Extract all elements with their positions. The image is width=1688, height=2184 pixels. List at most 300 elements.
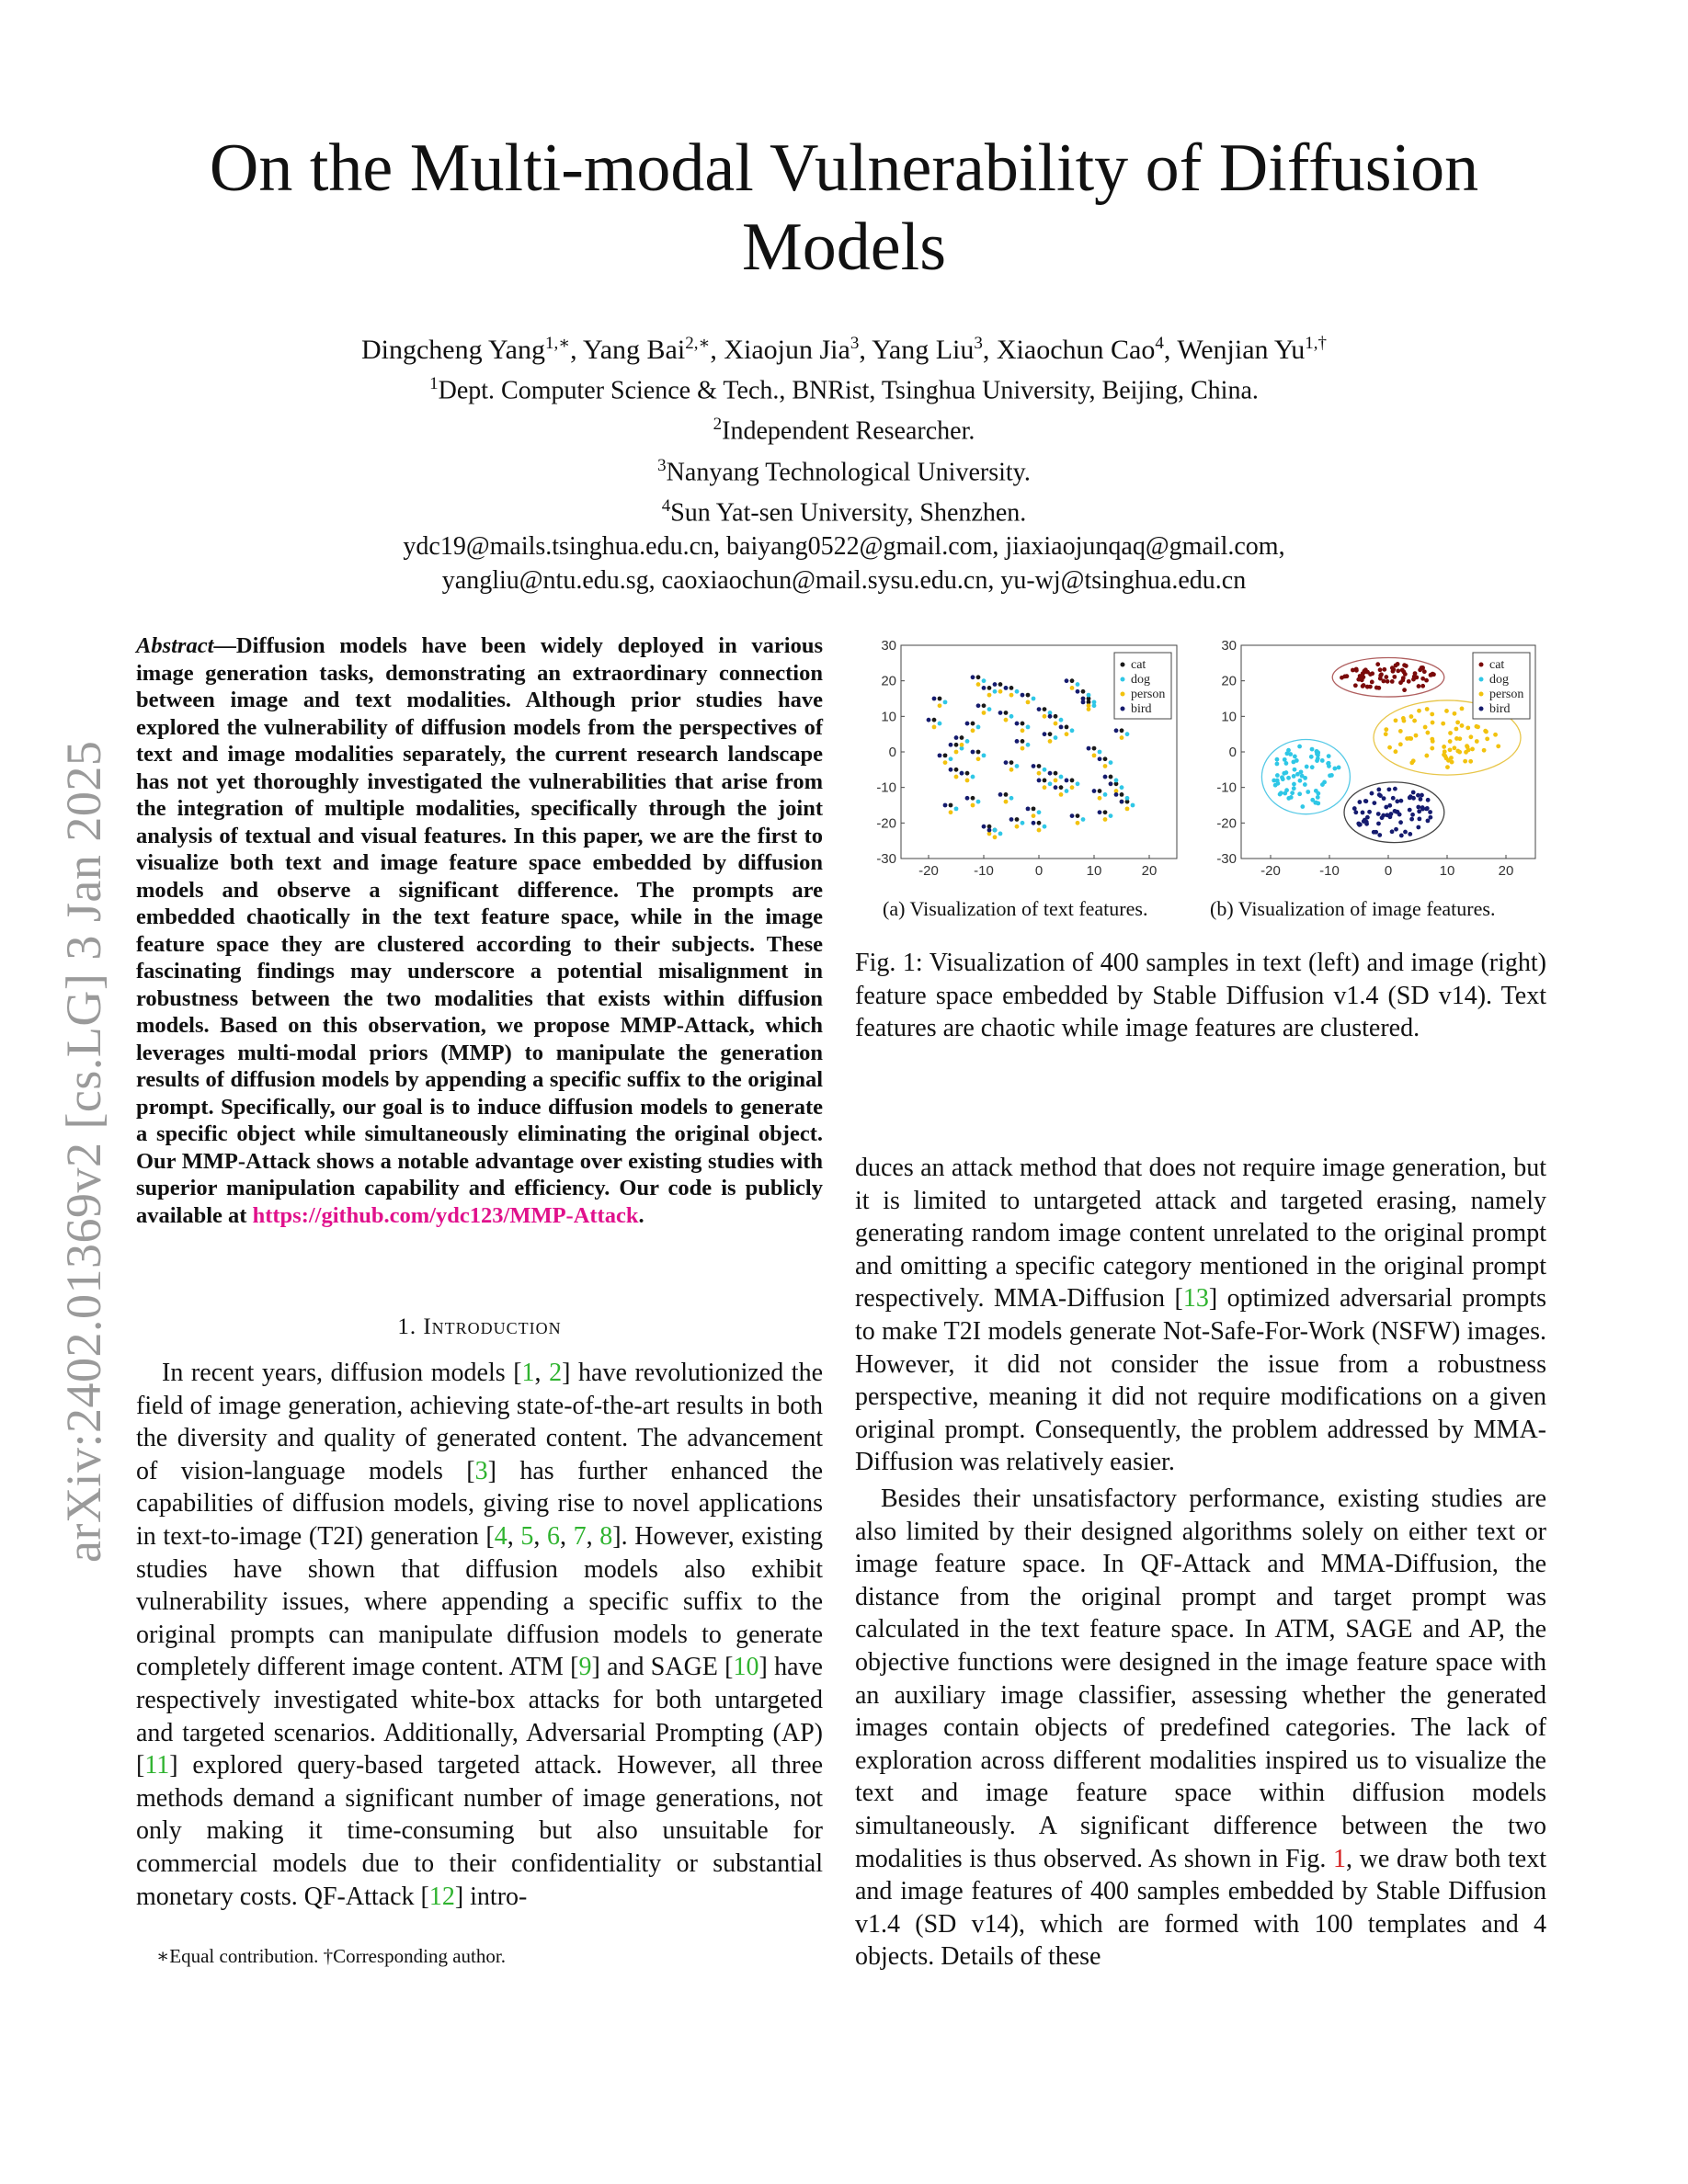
data-point-cat (954, 768, 959, 772)
data-point-cat (1354, 668, 1359, 673)
data-point-dog (1295, 772, 1300, 777)
data-point-cat (1374, 686, 1379, 690)
data-point-bird (1408, 832, 1412, 836)
affiliation (147, 367, 1541, 407)
data-point-dog (1306, 790, 1310, 794)
affiliation-mark: 1 (429, 374, 439, 393)
data-point-cat (998, 682, 1003, 687)
paper-title: On the Multi-modal Vulnerability of Diffusion Models (209, 131, 1479, 285)
data-point-person (1452, 745, 1456, 750)
data-point-dog (1048, 781, 1053, 786)
data-point-dog (1293, 768, 1297, 772)
affiliation (147, 407, 1541, 448)
data-point-bird (1403, 830, 1408, 835)
data-point-person (976, 756, 981, 761)
citation-link[interactable]: 6 (546, 1521, 560, 1551)
data-point-dog (1009, 796, 1014, 801)
data-point-dog (1114, 779, 1119, 783)
data-point-dog (1032, 697, 1036, 701)
data-point-person (1411, 758, 1416, 763)
text-run: ] have respectively investigated white-box attacks for both untargeted and targeted scenarios. Additionally, Adversarial Prompting (AP) [ (136, 1653, 823, 1780)
text-run: ] has further enhanced the capabilities of diffusion models, giving rise to novel applications in text-to-image (T2I) generation [ (136, 1456, 823, 1551)
data-point-bird (1419, 797, 1423, 802)
code-link[interactable]: https://github.com/ydc123/MMP-Attack (252, 1202, 639, 1228)
data-point-person (1070, 785, 1075, 790)
x-tick-label: 20 (1141, 863, 1158, 879)
data-point-person (1454, 736, 1459, 741)
legend-marker (1479, 677, 1484, 682)
citation-link[interactable]: 7 (573, 1521, 587, 1551)
data-point-bird (1081, 697, 1086, 701)
data-point-dog (1059, 775, 1064, 779)
data-point-bird (1372, 801, 1376, 805)
data-point-bird (1098, 810, 1102, 814)
y-tick-label: 0 (888, 745, 896, 760)
data-point-cat (1103, 756, 1108, 761)
data-point-dog (1284, 770, 1289, 775)
data-point-person (1441, 722, 1445, 726)
x-tick-label: -20 (918, 863, 939, 879)
data-point-dog (1070, 728, 1075, 733)
data-point-cat (1382, 667, 1386, 672)
abstract (136, 632, 823, 1229)
data-point-person (954, 775, 959, 779)
data-point-person (1409, 736, 1413, 741)
data-point-dog (1316, 750, 1320, 755)
data-point-person (1398, 742, 1403, 746)
data-point-cat (1081, 689, 1086, 694)
data-point-bird (1387, 803, 1392, 808)
author-affiliation-mark: 2,∗ (685, 334, 711, 353)
data-point-person (1475, 724, 1479, 729)
data-point-bird (971, 675, 975, 679)
data-point-bird (943, 803, 948, 808)
scatter-plot-text-features (876, 638, 1177, 879)
data-point-cat (1021, 739, 1025, 744)
data-point-bird (1037, 707, 1042, 711)
data-point-dog (1310, 747, 1315, 752)
data-point-cat (1396, 668, 1400, 673)
data-point-bird (1070, 813, 1075, 818)
figure-ref-link[interactable]: 1 (1333, 1844, 1347, 1873)
data-point-cat (1407, 679, 1411, 684)
data-point-person (1125, 806, 1130, 811)
data-point-bird (971, 750, 975, 755)
data-point-person (1015, 825, 1020, 829)
data-point-person (965, 779, 970, 783)
data-point-person (987, 693, 992, 698)
data-point-person (1384, 732, 1388, 736)
data-point-dog (1015, 689, 1020, 694)
data-point-person (982, 711, 987, 715)
data-point-dog (1109, 813, 1113, 818)
data-point-dog (1316, 756, 1320, 761)
data-point-dog (1037, 810, 1042, 814)
legend-label: bird (1131, 702, 1152, 716)
data-point-dog (1015, 764, 1020, 768)
text-run: ]. However, existing studies have shown that diffusion models also exhibit vulnerability issues, where appending a specific suffix to the original prompts can manipulate diffusion models to generate completely different image content. ATM [ (136, 1521, 824, 1682)
citation-link[interactable]: 13 (1182, 1284, 1209, 1314)
data-point-bird (1410, 813, 1415, 817)
data-point-dog (1087, 693, 1091, 698)
data-point-bird (1376, 812, 1381, 816)
legend-marker (1121, 663, 1125, 667)
affiliation-text: Nanyang Technological University. (666, 457, 1031, 486)
citation-link[interactable]: 4 (494, 1521, 508, 1551)
data-point-person (1425, 707, 1430, 711)
x-tick-label: 10 (1086, 863, 1102, 879)
data-point-dog (1120, 785, 1124, 790)
data-point-person (1468, 759, 1473, 764)
data-point-bird (1015, 722, 1020, 726)
citation-link[interactable]: 10 (733, 1653, 759, 1682)
data-point-person (1425, 731, 1430, 735)
data-point-person (1493, 733, 1498, 737)
data-point-cat (1358, 674, 1363, 678)
data-point-bird (1385, 813, 1389, 817)
data-point-cat (1026, 693, 1031, 698)
data-point-person (954, 750, 959, 755)
data-point-dog (1310, 765, 1315, 769)
data-point-dog (1043, 768, 1047, 772)
data-point-bird (1395, 799, 1399, 803)
affiliation-text: Dept. Computer Science & Tech., BNRist, Tsinghua University, Beijing, China. (438, 376, 1259, 405)
data-point-dog (949, 756, 953, 761)
data-point-bird (1376, 788, 1381, 792)
text-run: , (507, 1521, 521, 1551)
data-point-dog (965, 739, 970, 744)
affiliation (147, 489, 1541, 529)
data-point-dog (1103, 792, 1108, 797)
y-tick-label: -10 (1216, 779, 1237, 796)
abstract-label: Abstract (136, 633, 214, 658)
citation-link[interactable]: 2 (549, 1359, 563, 1387)
data-point-dog (1322, 780, 1327, 785)
data-point-person (1004, 800, 1009, 804)
data-point-person (1043, 785, 1047, 790)
data-point-cat (1417, 684, 1421, 688)
data-point-bird (1424, 807, 1429, 812)
data-point-cat (982, 703, 987, 708)
data-point-cat (1004, 711, 1009, 715)
text-run: duces an attack method that does not require image generation, but it is limited to untargeted attack and targeted erasing, namely generating random image content unrelated to the original prompt and omitting a specific category mentioned in the original prompt respectively. MMA-Diffusion [ (855, 1154, 1546, 1314)
data-point-person (1401, 716, 1406, 721)
data-point-dog (1303, 776, 1307, 780)
data-point-person (1059, 792, 1064, 797)
data-point-dog (1098, 750, 1102, 755)
section-heading-introduction (136, 1314, 823, 1340)
data-point-bird (1092, 789, 1097, 793)
data-point-bird (1037, 779, 1042, 783)
data-point-dog (1297, 745, 1302, 749)
text-run: ] have revolutionized the field of image generation, achieving state-of-the-art results in both the diversity and quality of generated content. The advancement of vision-language models [ (136, 1359, 823, 1485)
data-point-cat (976, 675, 981, 679)
citation-link[interactable]: 5 (520, 1521, 534, 1551)
citation-link[interactable]: 3 (474, 1456, 488, 1485)
y-tick-label: -10 (876, 779, 896, 796)
citation-link[interactable]: 11 (144, 1751, 170, 1780)
data-point-cat (1398, 680, 1403, 685)
data-point-bird (1015, 739, 1020, 744)
data-point-bird (1428, 815, 1432, 820)
author-name: Xiaojun Jia (724, 335, 850, 365)
figure-caption: Fig. 1: Visualization of 400 samples in text (left) and image (right) feature space embedded by Stable Diffusion v1.4 (SD v14). Text features are chaotic while image features are clustered. (855, 949, 1546, 1043)
legend-label: person (1489, 688, 1524, 701)
data-point-cat (1365, 670, 1370, 675)
data-point-bird (1357, 800, 1362, 804)
data-point-cat (1070, 779, 1075, 783)
data-point-bird (960, 771, 964, 776)
data-point-bird (927, 718, 931, 722)
data-point-cat (1353, 683, 1358, 688)
data-point-person (1076, 821, 1080, 825)
data-point-bird (1365, 815, 1370, 820)
legend-marker (1121, 677, 1125, 682)
data-point-dog (993, 828, 998, 833)
data-point-person (1409, 714, 1414, 719)
data-point-dog (1131, 803, 1135, 808)
data-point-cat (1054, 714, 1058, 719)
citation-link[interactable]: 12 (428, 1882, 455, 1911)
data-point-person (1483, 729, 1488, 734)
right-paragraph-1 (855, 1152, 1546, 1479)
data-point-cat (1098, 789, 1102, 793)
legend-label: cat (1489, 658, 1505, 672)
data-point-person (1103, 817, 1108, 822)
data-point-bird (1032, 821, 1036, 825)
data-point-cat (943, 753, 948, 757)
data-point-bird (1004, 686, 1009, 690)
data-point-dog (1043, 825, 1047, 829)
data-point-bird (1426, 798, 1431, 802)
data-point-person (993, 835, 998, 839)
data-point-person (1455, 720, 1460, 724)
author-affiliation-mark: 3 (974, 334, 983, 353)
data-point-person (1021, 728, 1025, 733)
data-point-bird (1399, 799, 1404, 803)
email-line-2: yangliu@ntu.edu.sg, caoxiaochun@mail.sysu.edu.cn, yu-wj@tsinghua.edu.cn (441, 566, 1247, 596)
data-point-dog (1286, 776, 1291, 780)
data-point-person (1009, 693, 1014, 698)
data-point-person (1394, 718, 1398, 722)
data-point-bird (1352, 806, 1357, 811)
data-point-cat (1109, 775, 1113, 779)
data-point-bird (1120, 800, 1124, 804)
x-tick-label: -10 (1319, 863, 1340, 879)
data-point-dog (1076, 781, 1080, 786)
data-point-bird (949, 743, 953, 747)
data-point-bird (1103, 775, 1108, 779)
data-point-cat (1378, 667, 1383, 672)
y-tick-label: 10 (881, 709, 896, 725)
y-tick-label: -30 (876, 851, 896, 867)
data-point-bird (1390, 829, 1395, 834)
data-point-dog (976, 800, 981, 804)
author-name: Xiaochun Cao (996, 335, 1156, 365)
data-point-dog (1292, 782, 1296, 787)
data-point-cat (1021, 722, 1025, 726)
data-point-person (1009, 768, 1014, 772)
data-point-bird (1398, 820, 1403, 825)
data-point-bird (1109, 781, 1113, 786)
data-point-cat (1015, 817, 1020, 822)
data-point-cat (954, 743, 959, 747)
data-point-person (1387, 745, 1392, 750)
data-point-dog (987, 707, 992, 711)
data-point-dog (954, 806, 959, 811)
data-point-person (1470, 747, 1475, 752)
affiliation-list (147, 367, 1541, 529)
data-point-dog (1283, 757, 1287, 762)
citation-link[interactable]: 9 (578, 1653, 592, 1682)
data-point-dog (1276, 781, 1281, 786)
data-point-dog (1283, 791, 1287, 796)
data-point-dog (1295, 758, 1299, 763)
abstract-end: . (638, 1202, 644, 1228)
text-run: ] intro- (454, 1882, 528, 1911)
data-point-person (1037, 828, 1042, 833)
data-point-dog (1300, 804, 1305, 809)
x-tick-label: 0 (1384, 863, 1393, 879)
data-point-bird (998, 792, 1003, 797)
text-run: Besides their unsatisfactory performance, existing studies are also limited by their designed algorithms solely on either text or image feature space. In QF-Attack and MMA-Diffusion, the distance from the original prompt and target prompt was calculated in the text feature space. In ATM, SAGE and AP, the objective functions were designed in the image feature space with an auxiliary image classifier, assessing whether the generated images contain objects of predefined categories. The lack of exploration across different modalities inspired us to visualize the text and image feature space within diffusion models simultaneously. A significant difference between the two modalities is thus observed. As shown in Fig. (855, 1484, 1546, 1873)
data-point-cat (1103, 810, 1108, 814)
data-point-bird (1361, 811, 1365, 815)
data-point-cat (1402, 670, 1407, 675)
data-point-cat (971, 796, 975, 801)
data-point-person (1430, 737, 1434, 742)
data-point-bird (938, 753, 942, 757)
data-point-person (1087, 703, 1091, 708)
data-point-bird (1098, 756, 1102, 761)
data-point-cat (1375, 662, 1380, 666)
data-point-cat (1391, 667, 1396, 672)
data-point-person (1485, 736, 1489, 741)
citation-link[interactable]: 8 (599, 1521, 613, 1551)
data-point-cat (965, 771, 970, 776)
data-point-dog (1316, 791, 1320, 796)
data-point-bird (1399, 834, 1404, 838)
data-point-person (1417, 709, 1421, 713)
data-point-person (1431, 721, 1435, 725)
data-point-cat (1370, 680, 1374, 685)
data-point-bird (1009, 817, 1014, 822)
data-point-cat (1048, 732, 1053, 736)
data-point-person (1004, 718, 1009, 722)
data-point-bird (1393, 787, 1397, 791)
data-point-dog (1292, 774, 1296, 779)
data-point-person (1092, 753, 1097, 757)
data-point-bird (932, 697, 937, 701)
data-point-cat (1392, 675, 1397, 679)
data-point-person (932, 725, 937, 730)
data-point-dog (1290, 791, 1295, 795)
text-run: ] optimized adversarial prompts to make T2I models generate Not-Safe-For-Work (NSFW) images. However, it did not consider the issue from a robustness perspective, meaning it did not require modifications on a given original prompt. Consequently, the problem addressed by MMA-Diffusion was relatively easier. (855, 1284, 1547, 1477)
right-paragraph-2 (855, 1483, 1546, 1974)
data-point-bird (1428, 810, 1432, 814)
data-point-cat (1032, 806, 1036, 811)
data-point-bird (1026, 806, 1031, 811)
data-point-cat (1412, 675, 1417, 679)
data-point-dog (1292, 786, 1296, 791)
data-point-person (1445, 765, 1450, 769)
data-point-bird (1087, 746, 1091, 751)
data-point-bird (1394, 827, 1398, 832)
data-point-dog (1081, 817, 1086, 822)
data-point-cat (1378, 677, 1383, 681)
data-point-person (1448, 731, 1453, 735)
data-point-dog (1275, 773, 1280, 778)
data-point-dog (1275, 762, 1280, 767)
data-point-dog (1272, 779, 1276, 783)
data-point-cat (1402, 688, 1407, 692)
data-point-person (1444, 709, 1449, 713)
affiliation-mark: 2 (713, 415, 723, 435)
data-point-cat (1037, 764, 1042, 768)
data-point-bird (1032, 764, 1036, 768)
citation-link[interactable]: 1 (521, 1359, 535, 1387)
data-point-cat (932, 718, 937, 722)
data-point-bird (1416, 825, 1420, 830)
data-point-bird (1377, 792, 1382, 797)
data-point-bird (1114, 728, 1119, 733)
data-point-dog (982, 678, 987, 683)
data-point-person (1424, 754, 1429, 758)
data-point-dog (938, 722, 942, 726)
data-point-cat (1004, 792, 1009, 797)
text-run: ] explored query-based targeted attack. However, all three methods demand a significant number of image generations, not only making it time-consuming but also unsuitable for commercial models due to their confidentiality or substantial monetary costs. QF-Attack [ (136, 1751, 823, 1911)
data-point-bird (982, 686, 987, 690)
data-point-person (1048, 739, 1053, 744)
data-point-dog (1092, 700, 1097, 704)
data-point-person (1037, 771, 1042, 776)
data-point-dog (1281, 777, 1285, 781)
affiliation-mark: 3 (657, 455, 667, 475)
y-tick-label: 20 (881, 673, 896, 689)
data-point-bird (1353, 810, 1358, 814)
data-point-bird (965, 722, 970, 726)
x-tick-label: 0 (1034, 863, 1044, 879)
data-point-dog (1305, 765, 1309, 769)
data-point-person (949, 810, 953, 814)
data-point-bird (1386, 787, 1391, 791)
data-point-bird (1377, 833, 1382, 837)
data-point-dog (1054, 735, 1058, 740)
data-point-dog (1125, 732, 1130, 736)
data-point-cat (1404, 664, 1409, 668)
data-point-cat (1386, 679, 1390, 684)
data-point-person (1026, 700, 1031, 704)
author-name: Wenjian Yu (1177, 335, 1306, 365)
data-point-dog (982, 753, 987, 757)
data-point-dog (1329, 773, 1334, 778)
data-point-bird (1408, 808, 1412, 813)
data-point-bird (1420, 807, 1425, 812)
data-point-cat (987, 686, 992, 690)
text-run: , (586, 1521, 600, 1551)
data-point-bird (1391, 796, 1396, 801)
data-point-bird (1409, 817, 1414, 822)
legend-label: dog (1131, 673, 1150, 687)
data-point-person (1384, 727, 1388, 732)
data-point-dog (993, 689, 998, 694)
data-point-bird (982, 825, 987, 829)
data-point-bird (1416, 793, 1420, 798)
data-point-bird (1367, 810, 1372, 814)
data-point-cat (1342, 674, 1347, 678)
abstract-text: —Diffusion models have been widely deployed in various image generation tasks, demonstrating an extraordinary connection between image and text modalities. Although prior studies have explored the vulnerability of diffusion models from the perspectives of text and image modalities separately, the current research landscape has not yet thoroughly investigated the vulnerabilities that arise from the integration of multiple modalities, specifically through the joint analysis of textual and visual features. In this paper, we are the first to visualize both text and image feature space embedded by diffusion models and observe a significant difference. The prompts are embedded chaotically in the text feature space, while in the image feature space they are clustered according to their subjects. These fascinating findings may underscore a potential misalignment in robustness between the two modalities that exists within diffusion models. Based on this observation, we propose MMP-Attack, which leverages multi-modal priors (MMP) to manipulate the generation results of diffusion models by appending a specific suffix to the original prompt. Specifically, our goal is to induce diffusion models to generate a specific object while simultaneously eliminating the original object. Our MMP-Attack shows a notable advantage over existing studies with superior manipulation capability and efficiency. Our code is publicly available at (136, 633, 823, 1228)
x-tick-label: -20 (1260, 863, 1281, 879)
